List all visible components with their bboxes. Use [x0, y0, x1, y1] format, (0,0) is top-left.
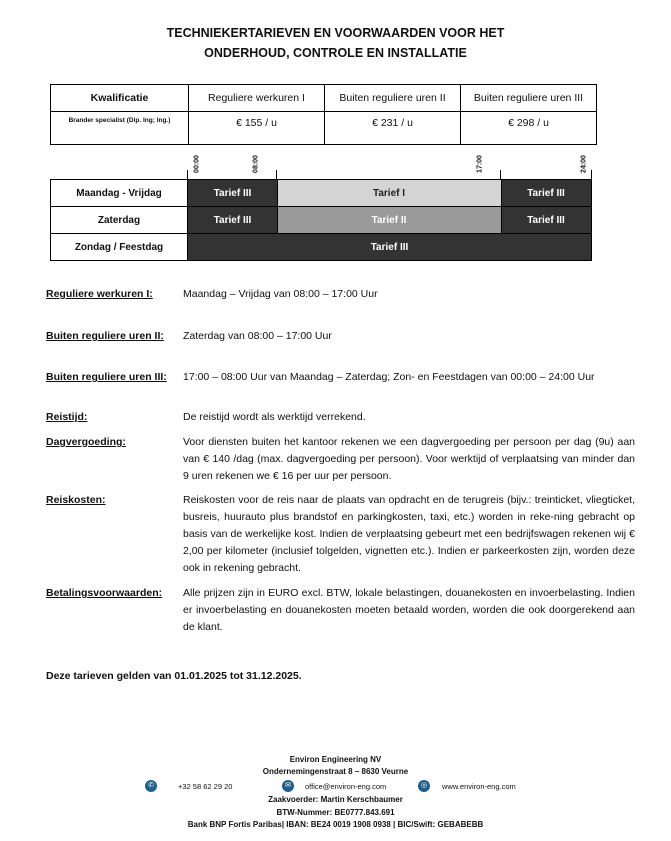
day-weekday: Maandag - Vrijdag [51, 180, 188, 207]
footer-bank: Bank BNP Fortis Paribas| IBAN: BE24 0019 1908 0938 | BIC/Swift: GEBABEBB [187, 820, 484, 829]
sunday-tarief-iii: Tarief III [188, 234, 591, 260]
phone-icon: ✆ [145, 780, 157, 792]
grid-row-divider-1 [51, 206, 188, 207]
footer-web[interactable]: www.environ-eng.com [442, 782, 516, 791]
price-regular: € 155 / u [189, 112, 325, 145]
price-outside-ii: € 231 / u [325, 112, 461, 145]
term-regular-hours: Reguliere werkuren I: [46, 288, 153, 300]
header-outside-hours-ii: Buiten reguliere uren II [325, 85, 461, 112]
term-travel-time: Reistijd: [46, 411, 88, 423]
grid-divider-0800 [277, 180, 278, 234]
time-label-2400: 24:00 [580, 155, 588, 173]
footer-company: Environ Engineering NV [289, 755, 382, 764]
grid-divider-1700 [501, 180, 502, 234]
header-qualification: Kwalificatie [51, 85, 189, 112]
desc-outside-hours-iii: 17:00 – 08:00 Uur van Maandag – Zaterdag; Zon- en Feestdagen van 00:00 – 24:00 Uur [183, 371, 595, 383]
weekday-tarief-iii-morning: Tarief III [188, 180, 277, 207]
grid-row-divider-1b [188, 206, 591, 207]
rate-table-row [51, 112, 597, 145]
weekday-tarief-iii-evening: Tarief III [501, 180, 591, 207]
time-label-0000: 00:00 [193, 155, 201, 173]
term-payment-terms: Betalingsvoorwaarden: [46, 587, 163, 599]
time-label-1700: 17:00 [476, 155, 484, 173]
title-line-2: ONDERHOUD, CONTROLE EN INSTALLATIE [204, 46, 467, 60]
term-outside-hours-iii: Buiten reguliere uren III: [46, 371, 167, 383]
desc-regular-hours: Maandag – Vrijdag van 08:00 – 17:00 Uur [183, 288, 378, 300]
tick-0000 [187, 170, 188, 179]
header-outside-hours-iii: Buiten reguliere uren III [461, 85, 597, 112]
desc-travel-time: De reistijd wordt als werktijd verrekend. [183, 411, 366, 423]
grid-row-divider-2 [51, 233, 188, 234]
footer-vat: BTW-Nummer: BE0777.843.691 [276, 808, 395, 817]
qualification-cell: Brander specialist (Dip. Ing; Ing.) [51, 112, 189, 145]
saturday-tarief-iii-morning: Tarief III [188, 207, 277, 234]
term-travel-costs: Reiskosten: [46, 494, 106, 506]
web-icon: ◎ [418, 780, 430, 792]
document-title [0, 23, 671, 63]
footer-phone: +32 58 62 29 20 [178, 782, 233, 791]
day-saturday: Zaterdag [51, 207, 188, 234]
rate-table-header-row [51, 85, 597, 112]
title-line-1: TECHNIEKERTARIEVEN EN VOORWAARDEN VOOR HET [166, 26, 505, 40]
day-sunday: Zondag / Feestdag [51, 234, 188, 260]
term-outside-hours-ii: Buiten reguliere uren II: [46, 330, 164, 342]
desc-daily-allowance: Voor diensten buiten het kantoor rekenen we een dagvergoeding per persoon per dag (9u) aan van € 140 /dag (max. dagvergoeding per persoon). Voor werktijd of verplaatsing van minder dan 9 uren rekenen we € 16 per uur per persoon. [183, 436, 635, 482]
saturday-tarief-iii-evening: Tarief III [501, 207, 591, 234]
footer-manager: Zaakvoerder: Martin Kerschbaumer [268, 795, 403, 804]
validity-statement: Deze tarieven gelden van 01.01.2025 tot 31.12.2025. [46, 670, 302, 682]
tick-0800 [276, 170, 277, 179]
tick-1700 [500, 170, 501, 179]
desc-travel-costs: Reiskosten voor de reis naar de plaats van opdracht en de terugreis (bijv.: treinticket, vliegticket, busreis, huurauto plus brandstof en parkingkosten, taxi, etc.) worden in reke-ning gebracht op basis van de werkelijke kost. Indien de verplaatsing gebeurt met een bedrijfswagen rekenen wij € 2,00 per kilometer (inclusief tolgelden, vignetten etc.). Indien er parkeerkosten zijn, worden deze ook in rekening gebracht. [183, 494, 635, 574]
term-daily-allowance: Dagvergoeding: [46, 436, 126, 448]
rate-table [50, 84, 597, 145]
header-regular-hours: Reguliere werkuren I [189, 85, 325, 112]
tick-2400 [591, 170, 592, 179]
desc-payment-terms: Alle prijzen zijn in EURO excl. BTW, lokale belastingen, douanekosten en invoerbelasting. Indien er invoerbelasting en douanekosten moeten betaald worden, worden die ook doorgerekend aan de klant. [183, 587, 635, 633]
footer-email[interactable]: office@environ-eng.com [305, 782, 387, 791]
footer-address: Ondernemingenstraat 8 – 8630 Veurne [262, 767, 409, 776]
saturday-tarief-ii: Tarief II [277, 207, 501, 234]
weekday-tarief-i: Tarief I [277, 180, 501, 207]
price-outside-iii: € 298 / u [461, 112, 597, 145]
grid-row-divider-2b [188, 233, 591, 234]
time-label-0800: 08:00 [252, 155, 260, 173]
schedule-grid [50, 179, 592, 261]
desc-outside-hours-ii: Zaterdag van 08:00 – 17:00 Uur [183, 330, 332, 342]
email-icon: ✉ [282, 780, 294, 792]
